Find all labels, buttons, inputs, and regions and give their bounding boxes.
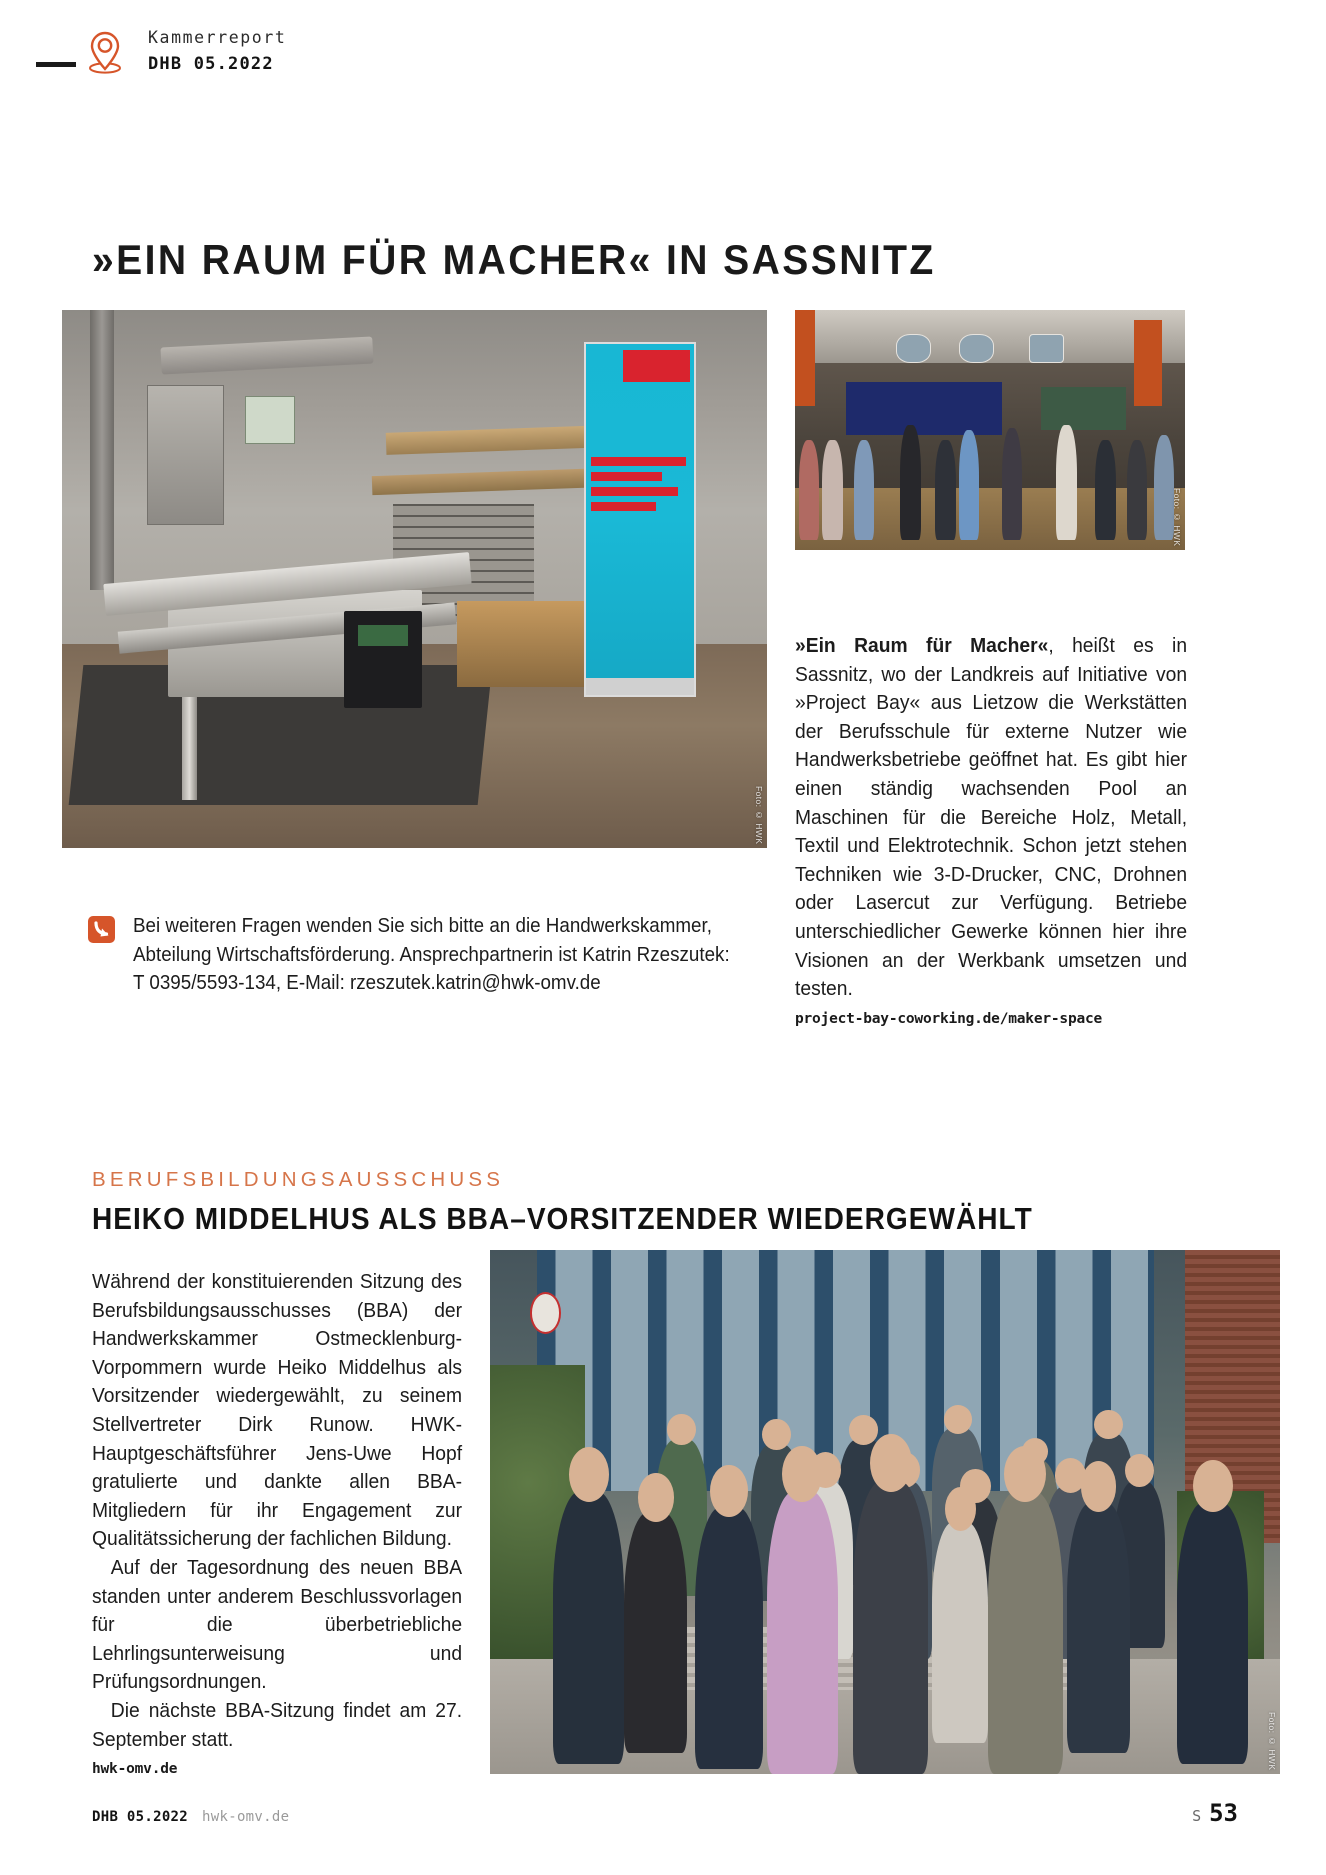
event-person xyxy=(854,440,874,541)
article1-contact-text xyxy=(133,912,730,998)
masthead-rule xyxy=(36,62,76,67)
footer-left xyxy=(92,1809,289,1825)
event-person xyxy=(1095,440,1115,541)
person-head xyxy=(1081,1461,1116,1511)
workshop-beam xyxy=(90,310,114,590)
person-head xyxy=(1004,1446,1046,1503)
group-person xyxy=(1177,1502,1248,1764)
event-person xyxy=(935,440,955,541)
masthead xyxy=(0,26,1326,96)
banner-logo-tag xyxy=(623,350,690,382)
article1-lead: »Ein Raum für Macher« xyxy=(795,634,1049,657)
group-person xyxy=(988,1491,1063,1774)
panel-saw-control-panel xyxy=(344,611,422,708)
article1-body xyxy=(795,632,1187,1004)
person-head xyxy=(1193,1460,1233,1512)
event-person xyxy=(1127,440,1147,541)
group-person xyxy=(695,1507,762,1769)
no-smoking-sign-icon xyxy=(530,1292,562,1334)
contact-line-3[interactable]: T 0395/5593-134, E-Mail: rzeszutek.katrin@hwk-omv.de xyxy=(133,972,601,994)
article2-kicker: BERUFSBILDUNGSAUSSCHUSS xyxy=(92,1168,505,1191)
article2-para-3: Die nächste BBA-Sitzung findet am 27. September statt. xyxy=(92,1698,463,1751)
event-photo xyxy=(795,310,1185,550)
person-head xyxy=(870,1434,912,1493)
panel-saw-leg xyxy=(182,697,198,799)
event-person xyxy=(959,430,979,540)
article1-headline: »EIN RAUM FÜR MACHER« IN SASSNITZ xyxy=(92,236,936,283)
masthead-text xyxy=(148,28,286,76)
contact-line-1: Bei weiteren Fragen wenden Sie sich bitte an die Handwerkskammer, xyxy=(133,915,712,937)
event-person xyxy=(822,440,842,541)
photo-credit: Foto: © HWK xyxy=(1267,1711,1277,1770)
person-head xyxy=(782,1446,822,1503)
arrow-down-right-badge-icon xyxy=(88,916,115,943)
masthead-issue: DHB 05.2022 xyxy=(148,54,274,74)
group-person xyxy=(624,1512,687,1753)
article2-link[interactable]: hwk-omv.de xyxy=(92,1761,178,1778)
group-person xyxy=(767,1491,838,1774)
person-head xyxy=(710,1465,748,1517)
event-person xyxy=(1056,425,1076,540)
event-green-board xyxy=(1041,387,1127,430)
group-person xyxy=(1067,1502,1130,1754)
person-head xyxy=(667,1414,696,1445)
article2-headline: HEIKO MIDDELHUS ALS BBA–VORSITZENDER WIEDERGEWÄHLT xyxy=(92,1202,1033,1236)
person-head xyxy=(762,1419,791,1450)
person-head xyxy=(849,1415,878,1444)
footer-issue: DHB 05.2022 xyxy=(92,1809,189,1825)
footer-page-prefix: S xyxy=(1192,1807,1202,1825)
event-window-3 xyxy=(1029,334,1064,363)
article1-contact-block xyxy=(88,912,768,998)
article2-body-column xyxy=(92,1268,462,1777)
workshop-photo xyxy=(62,310,767,848)
page-footer xyxy=(92,1799,1238,1827)
bba-group-photo xyxy=(490,1250,1280,1774)
masthead-kicker: Kammerreport xyxy=(148,28,287,47)
photo-credit: Foto: © HWK xyxy=(754,785,764,844)
group-person xyxy=(553,1491,624,1763)
photo-credit: Foto: © HWK xyxy=(1172,487,1182,546)
person-head xyxy=(1125,1454,1154,1488)
article1-link[interactable]: project-bay-coworking.de/maker-space xyxy=(795,1010,1103,1027)
workshop-door xyxy=(147,385,225,525)
person-head xyxy=(638,1473,673,1521)
group-person xyxy=(853,1481,928,1774)
event-person xyxy=(1002,428,1022,541)
group-person xyxy=(932,1522,987,1742)
event-blue-board xyxy=(846,382,1002,435)
article1-body-column xyxy=(795,632,1187,1027)
event-person xyxy=(799,440,819,541)
footer-page-number: 53 xyxy=(1209,1799,1238,1827)
article1-body-rest: , heißt es in Sassnitz, wo der Landkreis auf Initiative von »Project Bay« aus Lietzow die Werkstätten der Berufsschule für externe Nutzer wie Handwerksbetriebe geöffnet hat. Es gibt hier einen ständig wachsenden Pool an Maschinen für die Bereiche Holz, Metall, Textil und Elektrotechnik. Schon jetzt stehen Techniken wie 3-D-Drucker, CNC, Drohnen oder Lasercut zur Verfügung. Betriebe unterschiedlicher Gewerke können hier ihre Visionen an der Werkbank umsetzen und testen. xyxy=(795,634,1188,1001)
banner-headline-lines xyxy=(591,457,690,517)
rollup-banner xyxy=(584,342,697,697)
workshop-bench xyxy=(457,601,598,687)
contact-line-2: Abteilung Wirtschaftsförderung. Ansprechpartnerin ist Katrin Rzeszutek: xyxy=(133,943,730,966)
article2-para-2: Auf der Tagesordnung des neuen BBA standen unter anderem Beschlussvorlagen für die überbetriebliche Lehrlingsunterweisung und Prüfungsordnungen. xyxy=(92,1555,463,1694)
person-head xyxy=(1094,1410,1123,1439)
banner-foot xyxy=(586,678,695,696)
event-window-2 xyxy=(959,334,994,363)
workshop-wall-sign xyxy=(245,396,294,444)
article2-para-1: Während der konstituierenden Sitzung des Berufsbildungsausschusses (BBA) der Handwerkskammer Ostmecklenburg-Vorpommern wurde Heiko Middelhus als Vorsitzender wiedergewählt, zu seinem Stellvertreter Dirk Runow. HWK-Hauptgeschäftsführer Jens-Uwe Hopf gratulierte und dankte allen BBA-Mitgliedern für ihr Engagement zur Qualitätssicherung der fachlichen Bildung. xyxy=(92,1270,463,1551)
event-orange-wall-right xyxy=(1134,320,1161,406)
article2-body xyxy=(92,1268,462,1754)
event-window-1 xyxy=(896,334,931,363)
person-head xyxy=(944,1405,973,1434)
event-orange-wall-left xyxy=(795,310,815,406)
person-head xyxy=(569,1447,609,1501)
event-person xyxy=(900,425,920,540)
person-head xyxy=(945,1487,976,1531)
location-pin-icon xyxy=(88,30,122,74)
footer-right xyxy=(1192,1799,1238,1827)
footer-site[interactable]: hwk-omv.de xyxy=(202,1809,290,1825)
